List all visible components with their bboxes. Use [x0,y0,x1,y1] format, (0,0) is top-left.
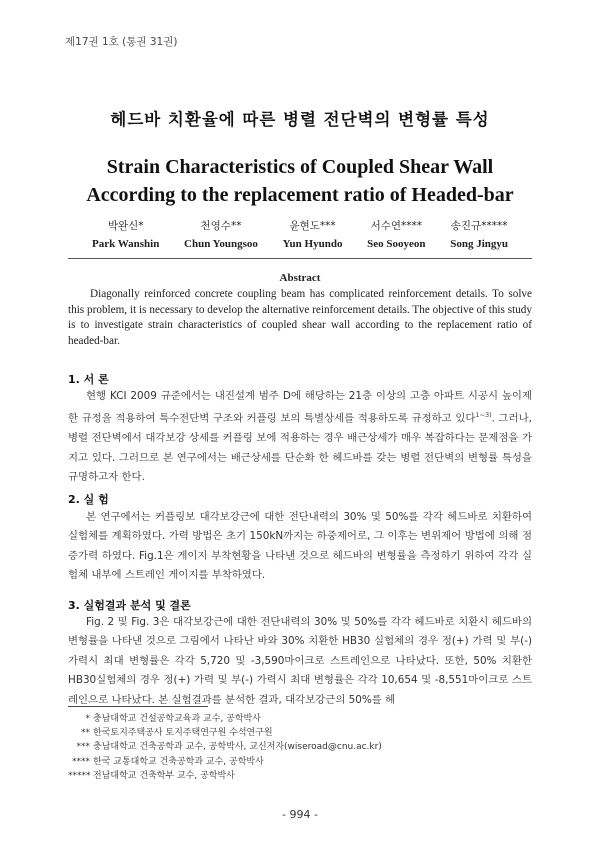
section-body-results: Fig. 2 및 Fig. 3은 대각보강근에 대한 전단내력의 30% 및 50%를 각각 헤드바로 치환시 헤드바의 변형률을 나타낸 것으로 그림에서 나타난 바와 30% 치환한 HB30 실험체의 경우 정(+) 가력 및 부(-) 가력시 최대 변형률은 각각 5,720 및 -3,590마이크로 스트레인으로 나타났다. 또한, 50% 치환한 HB30실험체의 경우 정(+) 가력 및 부(-) 가력시 최대 변형률은 각각 10,654 및 -8,551마이크로 스트레인으로 나타났다. 본 실험결과를 분석한 결과, 대각보강근의 50%를 헤 [68,616,532,706]
footnote [68,755,532,769]
footnote-text: 한국토지주택공사 토지주택연구원 수석연구원 [93,728,273,739]
title-english [0,153,600,209]
author [92,218,159,250]
footnote-text: 한국 교통대학교 건축공학과 교수, 공학박사 [93,756,264,767]
footnotes [68,712,532,783]
title-divider [68,258,532,259]
footnote-text: 충남대학교 건축공학과 교수, 공학박사, 교신저자(wiseroad@cnu.ac.kr) [93,742,382,753]
footnote-divider [68,706,208,707]
footnote-text: 전남대학교 건축학부 교수, 공학박사 [93,770,235,781]
section-heading-experiment: 2. 실 험 [68,493,109,506]
footnote [68,726,532,740]
page-number: - 994 - [282,808,318,821]
footnote [68,769,532,783]
footnote-mark: ***** [68,770,91,781]
author-name-en: Yun Hyundo [282,238,343,250]
author-name-ko: 박완신* [107,220,144,232]
running-head: 제17권 1호 (통권 31권) [65,36,178,48]
section-heading-results: 3. 실험결과 분석 및 결론 [68,599,191,612]
footnote-mark: ** [81,728,90,739]
author-name-ko: 송진규***** [450,220,508,232]
title-english-line2: According to the replacement ratio of Headed-bar [86,184,514,206]
section-body-experiment: 본 연구에서는 커플링보 대각보강근에 대한 전단내력의 30% 및 50%를 각각 헤드바로 치환하여 실험체를 계획하였다. 가력 방법은 초기 150kN까지는 하중제어로, 그 이후는 변위제어 방법에 의해 점증가력 하였다. Fig.1은 게이지 부착현황을 나타낸 것으로 헤드바의 변형률을 측정하기 위하여 각각 실험체 내부에 스트레인 게이지를 부착하였다. [68,511,532,582]
title-korean: 헤드바 치환율에 따른 병렬 전단벽의 변형률 특성 [110,110,490,129]
abstract-text: Diagonally reinforced concrete coupling beam has complicated reinforcement details. To solve this problem, it is necessary to develop the alternative reinforcement details. The objective of this study is to investigate strain characteristics of coupled shear wall according to the replacement ratio of headed-bar. [68,288,532,347]
author-name-en: Chun Youngsoo [184,238,258,250]
reference-marker: 1~3) [475,411,492,420]
author-name-en: Park Wanshin [92,238,160,250]
intro-text-part2: . 그러나, 병렬 전단벽에서 대각보강 상세를 커플링 보에 적용하는 경우 배근상세가 매우 복잡하다는 문제점을 가지고 있다. 그러므로 본 연구에서는 배근상세를 단순화 한 헤드바를 갖는 병렬 전단벽의 변형률 특성을 규명하고자 한다. [68,412,532,484]
footnote-mark: *** [76,742,90,753]
author-name-en: Seo Sooyeon [367,238,426,250]
author-name-en: Song Jingyu [450,238,508,250]
footnote-mark: **** [72,756,90,767]
abstract-heading: Abstract [279,272,321,284]
author-list [92,218,508,250]
footnote-text: 충남대학교 건설공학교육과 교수, 공학박사 [93,714,261,724]
footnote-mark: * [85,714,90,724]
title-english-line1: Strain Characteristics of Coupled Shear Wall [106,156,494,178]
intro-text-part1: 현행 KCI 2009 규준에서는 내진설계 범주 D에 해당하는 21층 이상의 고층 아파트 시공시 높이제한 규정을 적용하여 특수전단벽 구조와 커플링 보의 특별상세를 적용하도록 규정하고 있다 [68,390,532,425]
footnote [68,712,532,726]
section-heading-introduction: 1. 서 론 [68,373,109,386]
section-body-introduction [68,387,532,488]
footnote [68,740,532,754]
author-name-ko: 천영수** [200,220,242,232]
author [450,218,508,250]
author-name-ko: 윤현도*** [289,220,336,232]
author [283,218,343,250]
author [367,218,425,250]
author [184,218,258,250]
author-name-ko: 서수연**** [370,220,423,232]
